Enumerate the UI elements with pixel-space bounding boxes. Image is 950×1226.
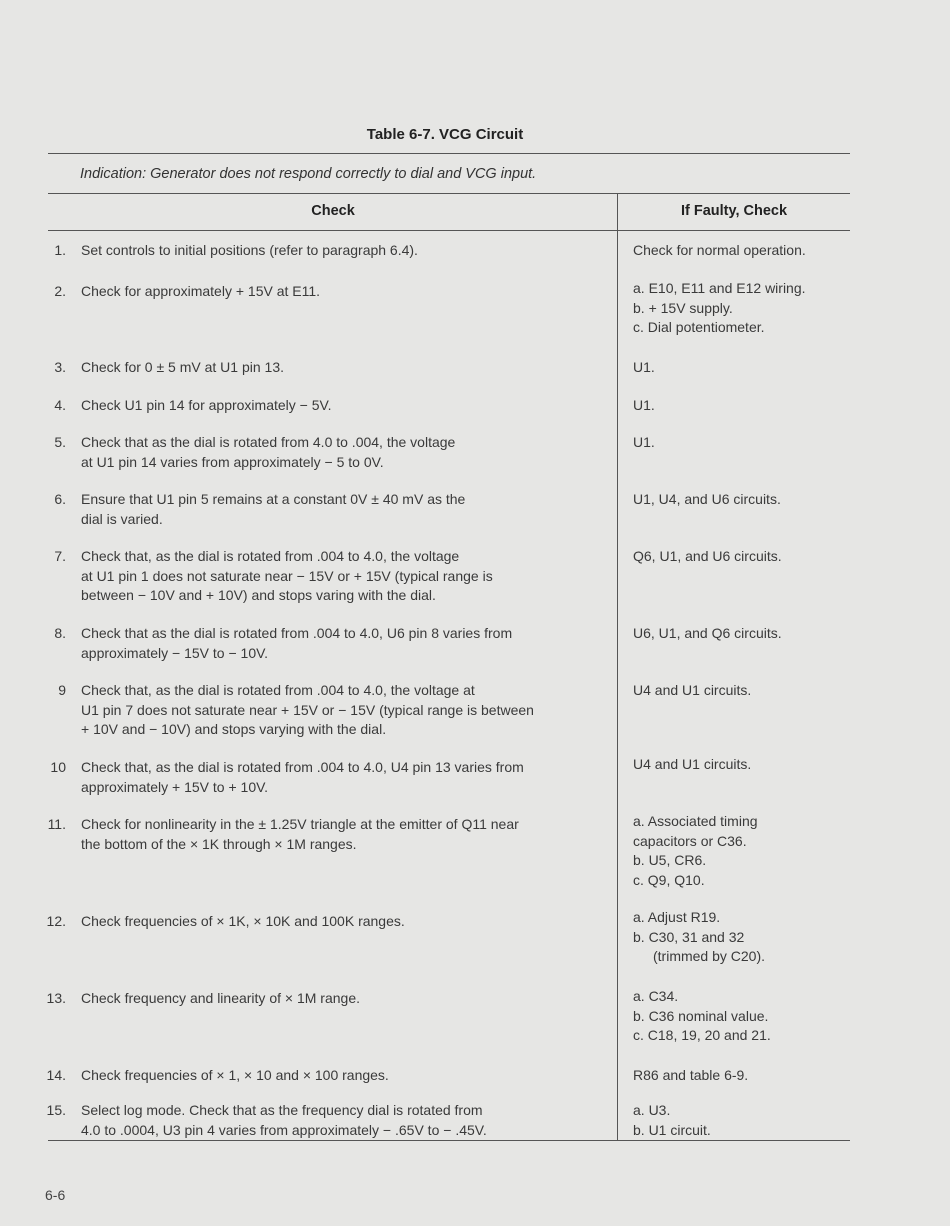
- fault-text-line: R86 and table 6-9.: [633, 1067, 749, 1083]
- check-text-line: Check for 0 ± 5 mV at U1 pin 13.: [81, 359, 284, 375]
- row-number: 15.: [46, 1102, 66, 1118]
- check-cell: [81, 912, 611, 932]
- check-text-line: Check frequency and linearity of × 1M range.: [81, 990, 360, 1006]
- check-text-line: approximately − 15V to − 10V.: [81, 644, 269, 661]
- fault-cell: [633, 624, 848, 644]
- fault-cell: [633, 547, 848, 567]
- fault-text-line: a. Adjust R19.: [633, 909, 721, 925]
- check-text-line: Check that, as the dial is rotated from .004 to 4.0, the voltage at: [81, 682, 475, 698]
- check-cell: [81, 1066, 611, 1086]
- check-cell: [81, 396, 611, 416]
- check-text-line: dial is varied.: [81, 510, 163, 527]
- fault-cell: [633, 433, 848, 453]
- check-text-line: Ensure that U1 pin 5 remains at a constant 0V ± 40 mV as the: [81, 491, 466, 507]
- check-text-line: Check U1 pin 14 for approximately − 5V.: [81, 397, 332, 413]
- top-rule: [48, 153, 850, 154]
- check-text-line: Select log mode. Check that as the frequency dial is rotated from: [81, 1102, 483, 1118]
- column-divider: [617, 193, 618, 1140]
- check-cell: [81, 681, 611, 740]
- fault-text-line: capacitors or C36.: [633, 832, 747, 849]
- check-cell: [81, 358, 611, 378]
- check-text-line: Check for nonlinearity in the ± 1.25V triangle at the emitter of Q11 near: [81, 816, 519, 832]
- check-cell: [81, 433, 611, 472]
- check-text-line: Check that, as the dial is rotated from .004 to 4.0, U4 pin 13 varies from: [81, 759, 524, 775]
- check-cell: [81, 282, 611, 302]
- check-cell: [81, 1101, 611, 1140]
- row-number: 2.: [54, 283, 66, 299]
- row-number: 4.: [54, 397, 66, 413]
- row-number: 1.: [54, 242, 66, 258]
- row-number: 9: [58, 682, 66, 698]
- fault-text-line: b. C30, 31 and 32: [633, 928, 745, 945]
- check-text-line: Check that as the dial is rotated from .004 to 4.0, U6 pin 8 varies from: [81, 625, 513, 641]
- fault-text-line: b. U5, CR6.: [633, 852, 707, 868]
- row-number: 3.: [54, 359, 66, 375]
- fault-cell: [633, 1101, 848, 1140]
- fault-text-line: U1.: [633, 359, 655, 375]
- row-number: 14.: [46, 1067, 66, 1083]
- fault-cell: [633, 908, 848, 967]
- fault-text-line: a. U3.: [633, 1102, 671, 1118]
- fault-cell: [633, 279, 848, 338]
- check-cell: [81, 241, 611, 261]
- check-text-line: Check that as the dial is rotated from 4.0 to .004, the voltage: [81, 434, 456, 450]
- fault-text-line: U6, U1, and Q6 circuits.: [633, 625, 782, 641]
- check-text-line: at U1 pin 14 varies from approximately − 5 to 0V.: [81, 453, 384, 470]
- fault-cell: [633, 241, 848, 261]
- row-number: 5.: [54, 434, 66, 450]
- fault-cell: [633, 681, 848, 701]
- row-number: 7.: [54, 548, 66, 564]
- page-number: 6-6: [45, 1187, 66, 1203]
- fault-text-line: b. U1 circuit.: [633, 1121, 711, 1138]
- header-top-rule: [48, 193, 850, 194]
- check-text-line: approximately + 15V to + 10V.: [81, 778, 269, 795]
- check-text-line: between − 10V and + 10V) and stops varing with the dial.: [81, 587, 436, 603]
- row-number: 8.: [54, 625, 66, 641]
- check-text-line: 4.0 to .0004, U3 pin 4 varies from approximately − .65V to − .45V.: [81, 1121, 487, 1138]
- check-text-line: Check frequencies of × 1K, × 10K and 100K ranges.: [81, 913, 405, 929]
- check-cell: [81, 490, 611, 529]
- fault-cell: [633, 490, 848, 510]
- fault-text-line: c. C18, 19, 20 and 21.: [633, 1027, 771, 1043]
- check-text-line: Check frequencies of × 1, × 10 and × 100 ranges.: [81, 1067, 389, 1083]
- fault-text-line: Q6, U1, and U6 circuits.: [633, 548, 782, 564]
- check-cell: [81, 547, 611, 606]
- check-text-line: Set controls to initial positions (refer to paragraph 6.4).: [81, 242, 418, 258]
- fault-text-line: (trimmed by C20).: [653, 948, 766, 964]
- fault-text-line: U4 and U1 circuits.: [633, 756, 752, 772]
- check-text-line: Check that, as the dial is rotated from .004 to 4.0, the voltage: [81, 548, 460, 564]
- fault-text-line: a. C34.: [633, 988, 679, 1004]
- fault-cell: [633, 987, 848, 1046]
- fault-text-line: b. + 15V supply.: [633, 299, 733, 316]
- fault-text-line: a. E10, E11 and E12 wiring.: [633, 280, 806, 296]
- check-text-line: the bottom of the × 1K through × 1M ranges.: [81, 835, 357, 852]
- row-number: 10: [50, 759, 66, 775]
- fault-cell: [633, 396, 848, 416]
- fault-text-line: U1, U4, and U6 circuits.: [633, 491, 781, 507]
- fault-text-line: c. Q9, Q10.: [633, 871, 705, 888]
- fault-cell: [633, 755, 848, 775]
- fault-cell: [633, 1066, 848, 1086]
- column-header-fault: If Faulty, Check: [680, 203, 788, 219]
- check-cell: [81, 758, 611, 797]
- check-cell: [81, 624, 611, 663]
- row-number: 13.: [46, 990, 66, 1006]
- row-number: 12.: [46, 913, 66, 929]
- fault-text-line: c. Dial potentiometer.: [633, 319, 765, 335]
- fault-cell: [633, 358, 848, 378]
- fault-text-line: U4 and U1 circuits.: [633, 682, 752, 698]
- check-text-line: Check for approximately + 15V at E11.: [81, 283, 321, 299]
- check-text-line: + 10V and − 10V) and stops varying with the dial.: [81, 721, 387, 737]
- bottom-rule: [48, 1140, 850, 1141]
- check-cell: [81, 815, 611, 854]
- check-text-line: at U1 pin 1 does not saturate near − 15V or + 15V (typical range is: [81, 567, 493, 584]
- column-header-check: Check: [311, 203, 355, 219]
- row-number: 6.: [54, 491, 66, 507]
- fault-text-line: U1.: [633, 397, 655, 413]
- row-number: 11.: [47, 816, 66, 832]
- fault-text-line: Check for normal operation.: [633, 242, 806, 258]
- fault-cell: [633, 812, 848, 890]
- check-cell: [81, 989, 611, 1009]
- fault-text-line: a. Associated timing: [633, 813, 758, 829]
- fault-text-line: U1.: [633, 434, 655, 450]
- table-title: Table 6-7. VCG Circuit: [366, 126, 524, 143]
- fault-text-line: b. C36 nominal value.: [633, 1007, 769, 1024]
- check-text-line: U1 pin 7 does not saturate near + 15V or − 15V (typical range is between: [81, 701, 534, 718]
- header-bottom-rule: [48, 230, 850, 231]
- indication-text: Indication: Generator does not respond correctly to dial and VCG input.: [80, 166, 537, 182]
